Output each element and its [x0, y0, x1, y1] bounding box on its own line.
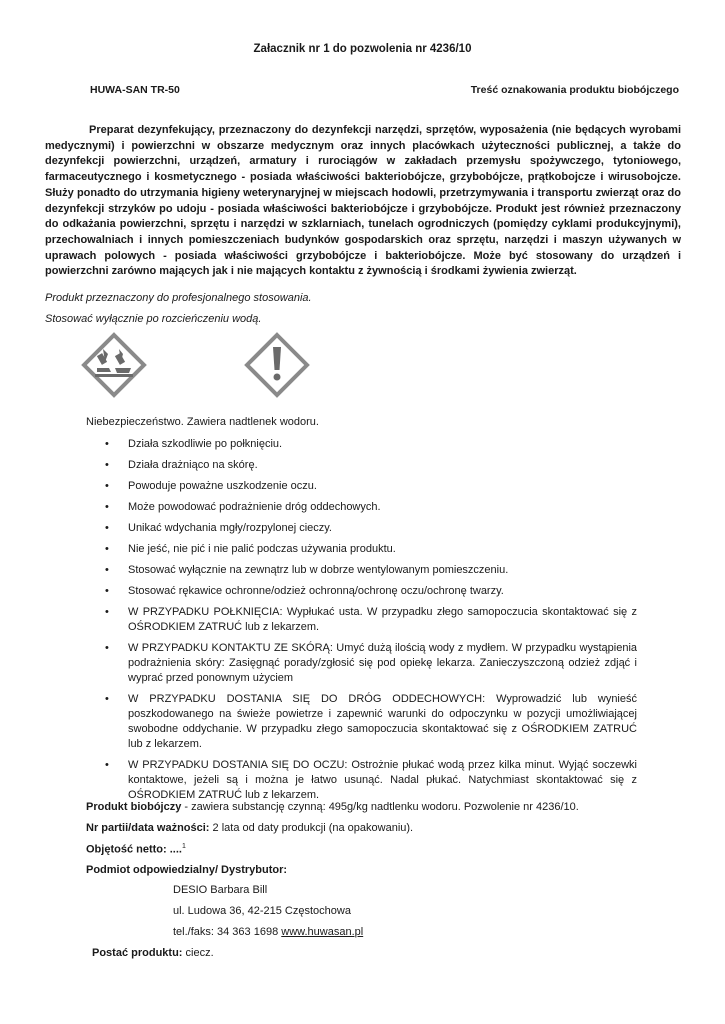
biocide-label: Produkt biobójczy [86, 801, 182, 813]
form-line [92, 947, 214, 959]
list-item: • Nie jeść, nie pić i nie palić podczas używania produktu. [105, 542, 637, 557]
product-name: HUWA-SAN TR-50 [90, 84, 180, 96]
ghs-exclamation-icon [244, 332, 310, 398]
responsible-label [86, 864, 287, 876]
list-item: • Stosować wyłącznie na zewnątrz lub w dobrze wentylowanym pomieszczeniu. [105, 563, 637, 578]
footnote-marker: 1 [181, 843, 186, 850]
list-item: • W PRZYPADKU KONTAKTU ZE SKÓRĄ: Umyć dużą ilością wody z mydłem. W przypadku wystąpienia podrażnienia skóry: Zasięgnąć porady/zgłosić się pod opiekę lekarza. Zanieczyszczoną odzież zdjąć i wyprać przed ponownym użyciem [105, 641, 637, 686]
list-item: • W PRZYPADKU DOSTANIA SIĘ DO DRÓG ODDECHOWYCH: Wyprowadzić lub wynieść poszkodowanego na świeże powietrze i zapewnić warunki do odpoczynku w pozycji umożliwiającej swobodne oddychanie. W przypadku złego samopoczucia skontaktować się z OŚRODKIEM ZATRUĆ lub z lekarzem. [105, 692, 637, 752]
form-label: Postać produktu: [92, 947, 183, 959]
dilution-note: Stosować wyłącznie po rozcieńczeniu wodą. [45, 313, 262, 325]
list-item: • Unikać wdychania mgły/rozpylonej cieczy. [105, 521, 637, 536]
page-title: Załacznik nr 1 do pozwolenia nr 4236/10 [253, 43, 472, 55]
form-value: ciecz. [182, 947, 214, 959]
net-volume-label: Objętość netto: .... [86, 843, 182, 856]
danger-statement: Niebezpieczeństwo. Zawiera nadtlenek wodoru. [86, 416, 319, 428]
hazard-list [105, 431, 637, 803]
intro-paragraph: Preparat dezynfekujący, przeznaczony do dezynfekcji narzędzi, sprzętów, wyposażenia (nie będących wyrobami medycznymi) i powierzchni w obszarze medycznym oraz innych placówkach użyteczności publicznej, a także do dezynfekcji powierzchni, urządzeń, armatury i rurociągów w zakładach przemysłu spożywczego, tytoniowego, farmaceutycznego i kosmetycznego - posiada właściwości bakteriobójcze, grzybobójcze, prątkobojcze i wirusobojcze. Służy ponadto do utrzymania higieny weterynaryjnej w miejscach hodowli, przetrzymywania i transportu zwierząt oraz do dezynfekcji strzyków po udoju - posiada właściwości bakteriobójcze i grzybobójcze. Produkt jest również przeznaczony do odkażania powierzchni, sprzętu i narzędzi w szklarniach, tunelach ogrodniczych (pomiędzy cyklami produkcyjnymi), przechowalniach i innych pomieszczeniach budynków gospodarskich oraz sprzętu, narzędzi i maszyn używanych w uprawach polowych - posiada właściwości grzybobójcze i bakteriobójcze. Może być stosowany do urządzeń i powierzchni zarówno mających jak i nie mających kontaktu z żywnością i środkami żywienia zwierząt. [45, 124, 681, 278]
ghs-corrosive-icon [81, 332, 147, 398]
list-item: • Powoduje poważne uszkodzenie oczu. [105, 479, 637, 494]
list-item: • Stosować rękawice ochronne/odzież ochronną/ochronę oczu/ochronę twarzy. [105, 584, 637, 599]
label-heading: Treść oznakowania produktu biobójczego [470, 84, 679, 96]
responsible-label-text: Podmiot odpowiedzialny/ Dystrybutor: [86, 864, 288, 876]
batch-label: Nr partii/data ważności: [86, 822, 210, 834]
distributor-contact [173, 926, 363, 938]
phone-text: tel./faks: 34 363 1698 [173, 926, 282, 938]
distributor-address: ul. Ludowa 36, 42-215 Częstochowa [173, 905, 351, 917]
batch-value: 2 lata od daty produkcji (na opakowaniu). [209, 822, 414, 834]
distributor-name: DESIO Barbara Bill [173, 884, 268, 896]
biocide-line [86, 801, 579, 813]
list-item: • Działa szkodliwie po połknięciu. [105, 437, 637, 452]
list-item: • Może powodować podrażnienie dróg oddechowych. [105, 500, 637, 515]
biocide-value: - zawiera substancję czynną: 495g/kg nadtlenku wodoru. Pozwolenie nr 4236/10. [181, 801, 579, 813]
batch-line [86, 822, 413, 834]
list-item: • W PRZYPADKU POŁKNIĘCIA: Wypłukać usta. W przypadku złego samopoczucia skontaktować się z OŚRODKIEM ZATRUĆ lub z lekarzem. [105, 605, 637, 635]
professional-use-note: Produkt przeznaczony do profesjonalnego stosowania. [45, 292, 312, 304]
net-volume-line [86, 843, 186, 856]
list-item: • Działa drażniąco na skórę. [105, 458, 637, 473]
list-item: • W PRZYPADKU DOSTANIA SIĘ DO OCZU: Ostrożnie płukać wodą przez kilka minut. Wyjąć soczewki kontaktowe, jeżeli są i można je łatwo usunąć. Nadal płukać. Natychmiast skontaktować się z OŚRODKIEM ZATRUĆ lub z lekarzem. [105, 758, 637, 803]
website-link[interactable]: www.huwasan.pl [281, 926, 364, 938]
